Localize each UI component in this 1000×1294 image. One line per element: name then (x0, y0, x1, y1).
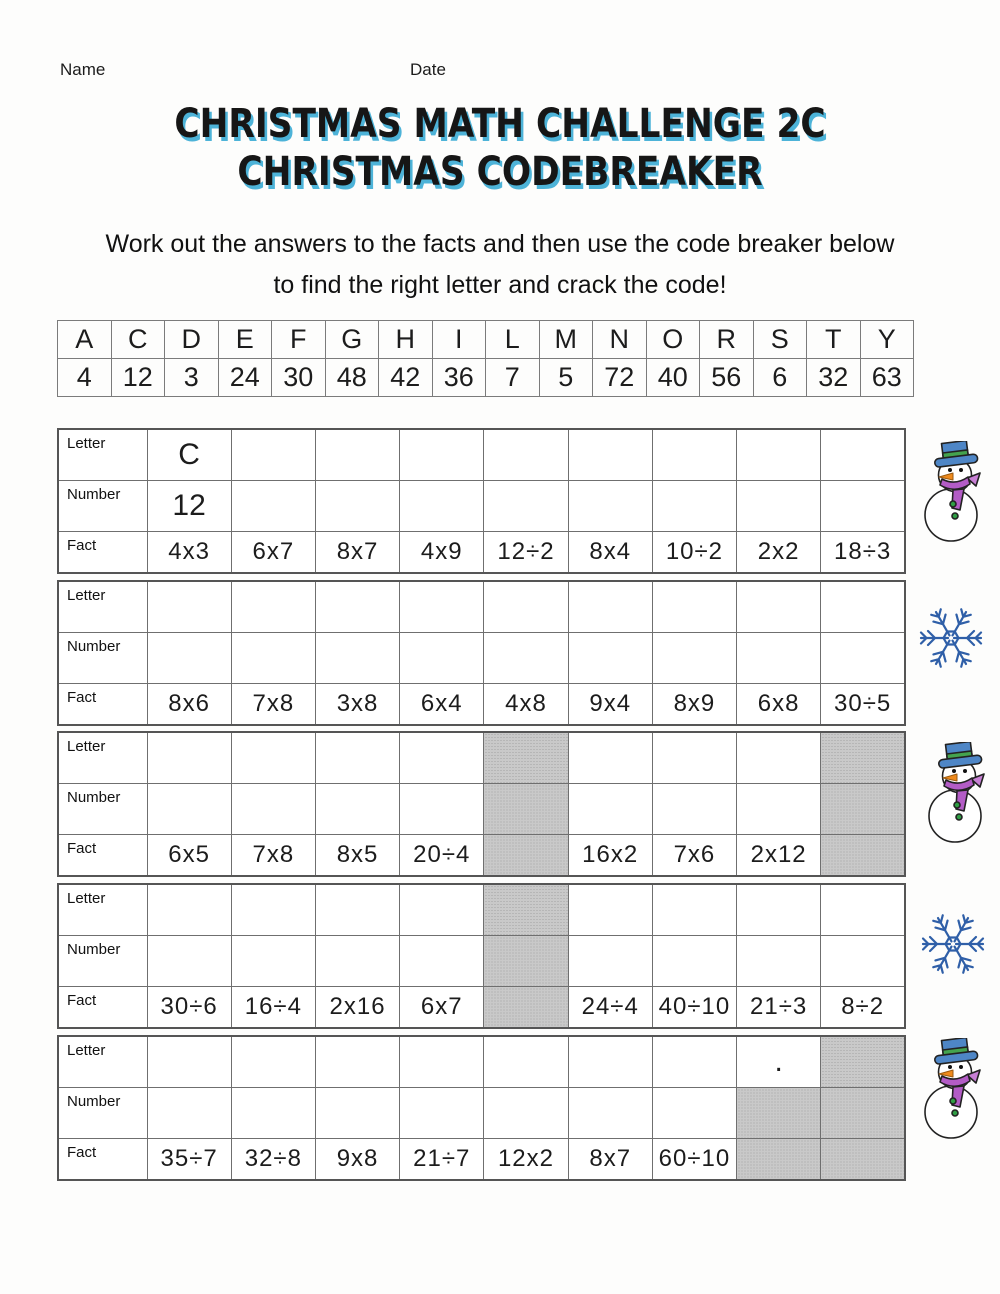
code-number-cell: 56 (700, 359, 754, 397)
number-cell[interactable] (231, 936, 315, 987)
letter-cell[interactable] (231, 732, 315, 784)
date-label: Date (410, 60, 446, 79)
fact-cell: 60÷10 (652, 1139, 736, 1181)
fact-cell: 4x8 (484, 684, 568, 726)
letter-cell[interactable] (400, 581, 484, 633)
fact-table-3 (57, 731, 906, 877)
letter-cell[interactable] (400, 732, 484, 784)
letter-cell[interactable] (737, 884, 821, 936)
number-cell[interactable] (484, 481, 568, 532)
number-cell[interactable] (821, 481, 905, 532)
letter-cell[interactable] (147, 884, 231, 936)
code-letter-cell: Y (860, 321, 914, 359)
number-cell[interactable] (147, 936, 231, 987)
number-cell[interactable] (652, 784, 736, 835)
fact-cell: 4x3 (147, 532, 231, 574)
number-cell[interactable] (231, 633, 315, 684)
code-number-cell: 7 (486, 359, 540, 397)
letter-cell[interactable] (568, 581, 652, 633)
code-letter-cell: E (218, 321, 272, 359)
number-cell[interactable] (315, 481, 399, 532)
fact-cell: 4x9 (400, 532, 484, 574)
row-label-fact: Fact (58, 532, 147, 574)
row-label-number: Number (58, 633, 147, 684)
code-number-cell: 30 (272, 359, 326, 397)
row-label-fact: Fact (58, 1139, 147, 1181)
code-letter-cell: D (165, 321, 219, 359)
fact-cell: 8x7 (315, 532, 399, 574)
letter-cell[interactable] (315, 732, 399, 784)
number-cell[interactable] (652, 481, 736, 532)
code-number-cell: 72 (593, 359, 647, 397)
letter-cell[interactable] (484, 581, 568, 633)
row-label-letter: Letter (58, 1036, 147, 1088)
number-cell[interactable] (231, 481, 315, 532)
fact-cell: 9x4 (568, 684, 652, 726)
code-letter-cell: N (593, 321, 647, 359)
fact-cell: 6x7 (400, 987, 484, 1029)
fact-cell: 10÷2 (652, 532, 736, 574)
letter-cell (484, 884, 568, 936)
row-label-letter: Letter (58, 732, 147, 784)
row-label-number: Number (58, 784, 147, 835)
title-line-2: CHRISTMAS CODEBREAKER (237, 149, 763, 195)
letter-cell (821, 732, 905, 784)
fact-cell (821, 835, 905, 877)
number-cell[interactable] (147, 1088, 231, 1139)
fact-cell: 6x5 (147, 835, 231, 877)
number-cell[interactable] (652, 936, 736, 987)
code-letter-cell: I (432, 321, 486, 359)
fact-cell: 30÷5 (821, 684, 905, 726)
fact-cell: 6x8 (737, 684, 821, 726)
fact-cell: 6x4 (400, 684, 484, 726)
number-cell[interactable] (484, 1088, 568, 1139)
snowflake-icon (913, 908, 993, 985)
code-letter-cell: A (58, 321, 112, 359)
letter-cell: . (737, 1036, 821, 1088)
row-label-number: Number (58, 481, 147, 532)
fact-table-4 (57, 883, 906, 1029)
fact-cell: 24÷4 (568, 987, 652, 1029)
row-label-letter: Letter (58, 884, 147, 936)
code-letter-cell: L (486, 321, 540, 359)
instructions (0, 224, 1000, 306)
number-cell[interactable] (737, 936, 821, 987)
letter-cell[interactable] (400, 1036, 484, 1088)
fact-cell: 32÷8 (231, 1139, 315, 1181)
fact-cell: 9x8 (315, 1139, 399, 1181)
fact-cell: 8x5 (315, 835, 399, 877)
fact-cell (484, 835, 568, 877)
code-number-cell: 48 (325, 359, 379, 397)
row-label-letter: Letter (58, 429, 147, 481)
number-cell[interactable] (315, 633, 399, 684)
code-number-cell: 40 (646, 359, 700, 397)
fact-cell: 2x12 (737, 835, 821, 877)
letter-cell[interactable] (737, 581, 821, 633)
letter-cell[interactable] (147, 581, 231, 633)
snowflake-icon (911, 602, 991, 679)
code-number-cell: 36 (432, 359, 486, 397)
letter-cell[interactable] (568, 1036, 652, 1088)
letter-cell[interactable] (821, 884, 905, 936)
number-cell[interactable] (568, 633, 652, 684)
letter-cell[interactable] (231, 884, 315, 936)
snowman-icon (922, 1038, 986, 1145)
row-label-letter: Letter (58, 581, 147, 633)
fact-cell: 40÷10 (652, 987, 736, 1029)
number-cell[interactable] (821, 936, 905, 987)
number-cell[interactable] (400, 481, 484, 532)
number-cell (484, 936, 568, 987)
code-number-cell: 3 (165, 359, 219, 397)
code-letter-cell: S (753, 321, 807, 359)
fact-cell: 8x7 (568, 1139, 652, 1181)
code-letter-cell: O (646, 321, 700, 359)
fact-table-5 (57, 1035, 906, 1181)
number-cell[interactable] (821, 633, 905, 684)
number-cell[interactable] (652, 1088, 736, 1139)
letter-cell[interactable] (400, 429, 484, 481)
letter-cell[interactable] (315, 884, 399, 936)
number-cell[interactable] (400, 1088, 484, 1139)
letter-cell[interactable] (231, 581, 315, 633)
letter-cell[interactable] (652, 884, 736, 936)
number-cell[interactable] (737, 481, 821, 532)
letter-cell (821, 1036, 905, 1088)
name-label: Name (60, 60, 106, 79)
code-key-table (57, 320, 914, 397)
fact-cell: 21÷3 (737, 987, 821, 1029)
number-cell[interactable] (315, 784, 399, 835)
letter-cell[interactable] (568, 429, 652, 481)
code-number-cell: 5 (539, 359, 593, 397)
number-cell[interactable] (400, 936, 484, 987)
letter-cell[interactable] (484, 1036, 568, 1088)
number-cell (821, 1088, 905, 1139)
fact-cell (737, 1139, 821, 1181)
row-label-fact: Fact (58, 835, 147, 877)
code-letter-cell: F (272, 321, 326, 359)
number-cell[interactable] (568, 1088, 652, 1139)
code-number-cell: 42 (379, 359, 433, 397)
fact-table-1 (57, 428, 906, 574)
letter-cell[interactable] (315, 581, 399, 633)
letter-cell[interactable] (568, 884, 652, 936)
number-cell[interactable] (315, 936, 399, 987)
fact-cell: 2x16 (315, 987, 399, 1029)
letter-cell[interactable] (315, 429, 399, 481)
letter-cell[interactable] (652, 732, 736, 784)
number-cell[interactable] (484, 633, 568, 684)
title-line-1: CHRISTMAS MATH CHALLENGE 2C (174, 101, 826, 147)
fact-cell: 2x2 (737, 532, 821, 574)
instructions-line-2: to find the right letter and crack the code! (273, 271, 727, 299)
fact-cell: 8÷2 (821, 987, 905, 1029)
code-number-cell: 6 (753, 359, 807, 397)
fact-cell: 35÷7 (147, 1139, 231, 1181)
letter-cell[interactable] (652, 1036, 736, 1088)
fact-cell: 12x2 (484, 1139, 568, 1181)
letter-cell: C (147, 429, 231, 481)
letter-cell[interactable] (652, 429, 736, 481)
row-label-number: Number (58, 936, 147, 987)
letter-cell (484, 732, 568, 784)
fact-cell: 7x8 (231, 835, 315, 877)
number-cell[interactable] (147, 784, 231, 835)
number-cell[interactable] (400, 784, 484, 835)
letter-cell[interactable] (400, 884, 484, 936)
letter-cell[interactable] (484, 429, 568, 481)
number-cell (737, 1088, 821, 1139)
fact-cell: 20÷4 (400, 835, 484, 877)
fact-cell: 12÷2 (484, 532, 568, 574)
snowman-icon (926, 742, 990, 849)
code-letter-cell: M (539, 321, 593, 359)
code-letter-cell: G (325, 321, 379, 359)
code-letter-cell: T (807, 321, 861, 359)
code-letter-cell: C (111, 321, 165, 359)
fact-cell: 7x6 (652, 835, 736, 877)
fact-cell: 16x2 (568, 835, 652, 877)
row-label-fact: Fact (58, 987, 147, 1029)
fact-table-2 (57, 580, 906, 726)
letter-cell[interactable] (231, 429, 315, 481)
letter-cell[interactable] (231, 1036, 315, 1088)
letter-cell[interactable] (821, 581, 905, 633)
number-cell[interactable] (737, 784, 821, 835)
code-number-cell: 32 (807, 359, 861, 397)
code-number-cell: 63 (860, 359, 914, 397)
number-cell: 12 (147, 481, 231, 532)
row-label-number: Number (58, 1088, 147, 1139)
number-cell[interactable] (652, 633, 736, 684)
fact-cell: 8x6 (147, 684, 231, 726)
number-cell[interactable] (231, 1088, 315, 1139)
fact-cell: 8x9 (652, 684, 736, 726)
instructions-line-1: Work out the answers to the facts and then use the code breaker below (105, 230, 895, 258)
code-number-cell: 12 (111, 359, 165, 397)
number-cell[interactable] (147, 633, 231, 684)
fact-cell: 18÷3 (821, 532, 905, 574)
letter-cell[interactable] (821, 429, 905, 481)
number-cell[interactable] (568, 784, 652, 835)
fact-cell: 3x8 (315, 684, 399, 726)
number-cell[interactable] (737, 633, 821, 684)
number-cell[interactable] (400, 633, 484, 684)
fact-cell: 8x4 (568, 532, 652, 574)
letter-cell[interactable] (147, 1036, 231, 1088)
fact-cell: 6x7 (231, 532, 315, 574)
number-cell[interactable] (568, 936, 652, 987)
letter-cell[interactable] (737, 732, 821, 784)
code-letter-cell: H (379, 321, 433, 359)
number-cell[interactable] (568, 481, 652, 532)
letter-cell[interactable] (652, 581, 736, 633)
row-label-fact: Fact (58, 684, 147, 726)
code-number-cell: 24 (218, 359, 272, 397)
fact-cell: 21÷7 (400, 1139, 484, 1181)
letter-cell[interactable] (568, 732, 652, 784)
letter-cell[interactable] (315, 1036, 399, 1088)
letter-cell[interactable] (147, 732, 231, 784)
worksheet-title (70, 100, 930, 196)
number-cell[interactable] (315, 1088, 399, 1139)
fact-cell (821, 1139, 905, 1181)
number-cell (484, 784, 568, 835)
number-cell[interactable] (231, 784, 315, 835)
number-cell (821, 784, 905, 835)
letter-cell[interactable] (737, 429, 821, 481)
fact-cell: 7x8 (231, 684, 315, 726)
fact-cell: 30÷6 (147, 987, 231, 1029)
fact-cell: 16÷4 (231, 987, 315, 1029)
code-number-cell: 4 (58, 359, 112, 397)
fact-cell (484, 987, 568, 1029)
snowman-icon (922, 441, 986, 548)
code-letter-cell: R (700, 321, 754, 359)
